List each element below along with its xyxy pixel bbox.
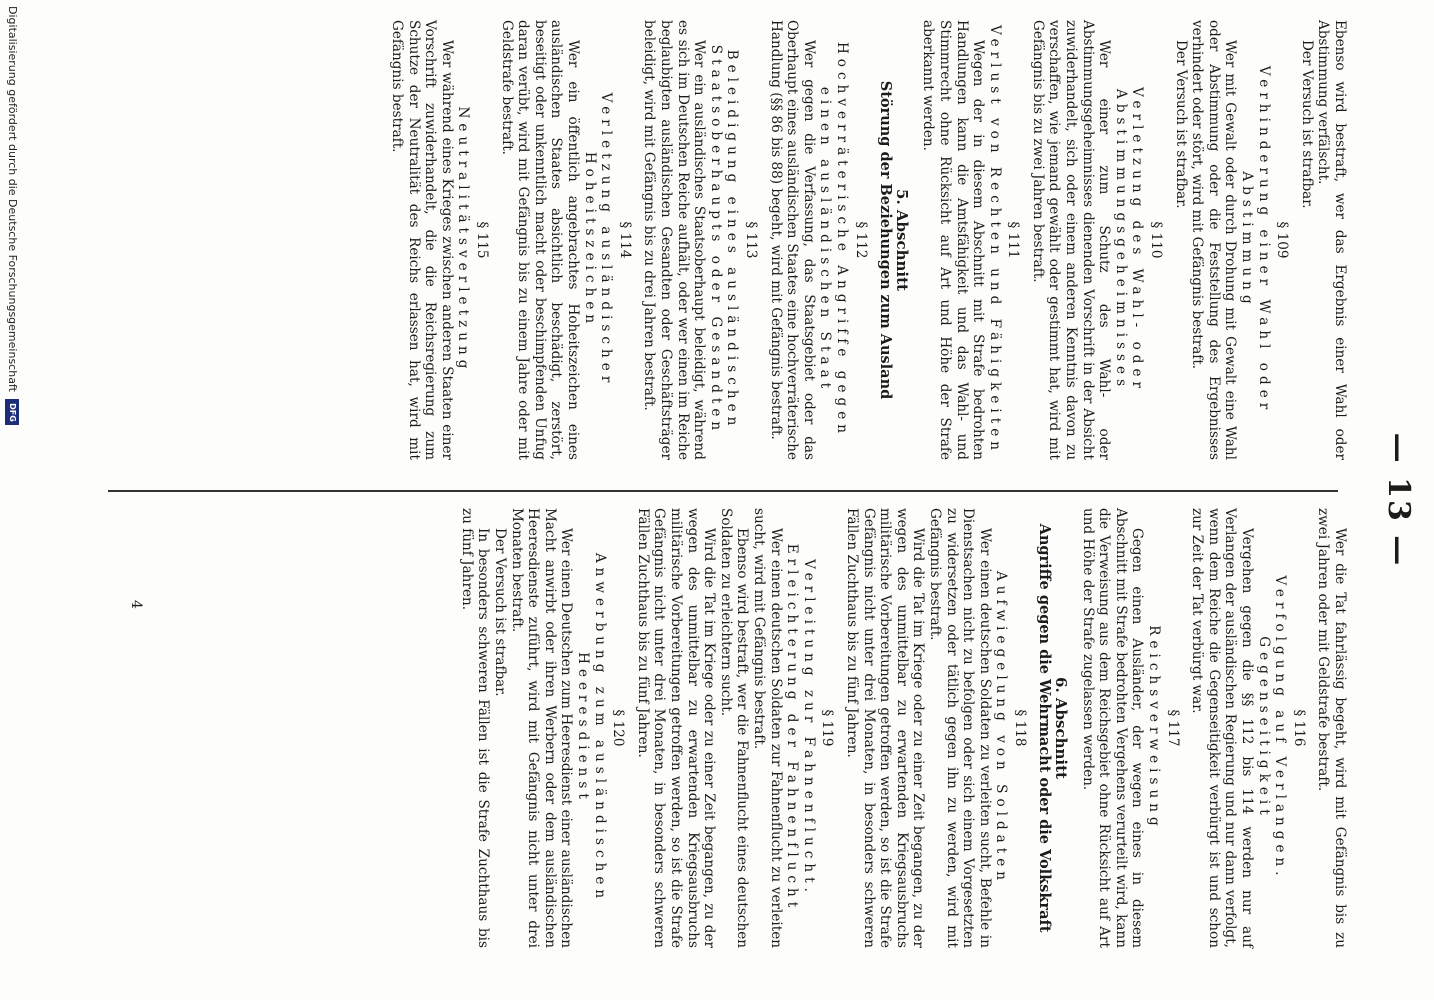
section-number: § 114: [616, 221, 633, 259]
section-title: Hochverräterische Angriffe gegen einen ausländischen Staat: [817, 41, 850, 439]
section-title: Reichsverweisung: [1146, 625, 1163, 831]
section-number: § 116: [1290, 709, 1307, 747]
paragraph: Der Versuch ist strafbar.: [492, 528, 509, 697]
chapter-heading: 5. Abschnitt: [892, 189, 911, 291]
signature-mark: 4: [128, 600, 144, 609]
section-number: § 117: [1164, 709, 1181, 747]
section-number: § 111: [1005, 221, 1022, 259]
section-title: Verhinderung einer Wahl oder Abstimmung: [1239, 65, 1272, 415]
dfg-logo: DFG: [5, 399, 19, 425]
paragraph: Vergehen gegen die §§ 112 bis 114 werden nur auf Verlangen der ausländischen Regierung und nur dann verfolgt, wenn dem Reiche die Gegenseitigkeit verbürgt ist und schon zur Zeit der Tat verbürgt war.: [1189, 508, 1256, 948]
section-title: Verletzung des Wahl- oder Abstimmungsgeheimnisses: [1112, 86, 1146, 394]
paragraph: Der Versuch ist strafbar.: [1172, 40, 1189, 209]
section-number: § 109: [1274, 221, 1291, 259]
paragraph: Der Versuch ist strafbar.: [1298, 40, 1315, 209]
section-title: Verfolgung auf Verlangen. Gegenseitigkeit: [1255, 575, 1289, 881]
paragraph: Wer ein öffentlich angebrachtes Hoheitszeichen eines ausländischen Staates absichtlich beschädigt, zerstört, beseitigt oder unkenntlich macht oder beschimpfenden Unfug daran verübt, wird mit Gefängnis bis zu einem Jahre oder mit Geldstrafe bestraft.: [498, 20, 582, 460]
section-title: Verlust von Rechten und Fähigkeiten: [986, 25, 1003, 455]
chapter-title: Angriffe gegen die Wehrmacht oder die Volkskraft: [1036, 523, 1054, 933]
paragraph: Ebenso wird bestraft, wer die Fahnenflucht eines deutschen Soldaten zu erleichtern sucht.: [717, 508, 751, 948]
section-number: § 115: [474, 221, 491, 259]
paragraph: Wer während eines Krieges zwischen anderen Staaten einer Vorschrift zuwiderhandelt, die die Reichsregierung zum Schutze der Neutralität des Reichs erlassen hat, wird mit Gefängnis bestraft.: [389, 20, 455, 460]
paragraph: Wer ein ausländisches Staatsoberhaupt beleidigt, während es sich im Deutschen Reiche aufhält, oder wer einen im Reiche beglaubigten ausländischen Gesandten oder Geschäftsträger beleidigt, wird mit Gefängnis bis zu drei Jahren bestraft.: [641, 20, 708, 460]
left-column: [389, 20, 1348, 460]
section-title: Anwerbung zum ausländischen Heeresdienst: [575, 552, 608, 904]
page-number: — 13 —: [1381, 432, 1416, 568]
section-number: § 112: [852, 221, 869, 259]
paragraph: Ebenso wird bestraft, wer das Ergebnis einer Wahl oder Abstimmung verfälscht.: [1315, 20, 1348, 460]
chapter-heading: 6. Abschnitt: [1052, 677, 1071, 779]
paragraph: Gegen einen Ausländer, der wegen eines in diesem Abschnitt mit Strafe bedrohten Vergehens verurteilt wird, kann die Verweisung aus dem Reichsgebiet ohne Rücksicht auf Art und Höhe der Strafe zugelassen werden.: [1079, 508, 1146, 948]
paragraph: Wird die Tat im Kriege oder zu einer Zeit begangen, zu der wegen des unmittelbar zu erwartenden Kriegsausbruchs militärische Vorbereitungen getroffen werden, so ist die Strafe Gefängnis nicht unter drei Monaten, in besonders schweren Fällen Zuchthaus bis zu fünf Jahren.: [843, 508, 927, 948]
paragraph: Wer die Tat fahrlässig begeht, wird mit Gefängnis bis zu zwei Jahren oder mit Geldstrafe bestraft.: [1315, 508, 1348, 948]
paragraph: Wer einen deutschen Soldaten zur Fahnenflucht zu verleiten sucht, wird mit Gefängnis bestraft.: [751, 508, 784, 948]
paragraph: Wegen der in diesem Abschnitt mit Strafe bedrohten Handlungen kann die Amtsfähigkeit und das Wahl- und Stimmrecht ohne Rücksicht auf Art und Höhe der Strafe aberkannt werden.: [920, 20, 987, 460]
right-column: [458, 508, 1348, 948]
chapter-title: Störung der Beziehungen zum Ausland: [877, 80, 895, 400]
section-title: Verletzung ausländischer Hoheitszeichen: [581, 92, 615, 388]
section-number: § 120: [610, 709, 627, 747]
section-number: § 118: [1011, 709, 1028, 747]
paragraph: Wird die Tat im Kriege oder zu einer Zeit begangen, zu der wegen des unmittelbar zu erwartenden Kriegsausbruchs militärische Vorbereitungen getroffen werden, so ist die Strafe Gefängnis nicht unter drei Monaten, in besonders schweren Fällen Zuchthaus bis zu fünf Jahren.: [634, 508, 718, 948]
section-title: Beleidigung eines ausländischen Staatsoberhaupts oder Gesandten: [707, 44, 741, 436]
section-number: § 110: [1148, 221, 1165, 259]
paragraph: Wer einen Deutschen zum Heeresdienst einer ausländischen Macht anwirbt oder ihren Werbern oder dem ausländischen Heeresdienste zuführt, wird mit Gefängnis nicht unter drei Monaten bestraft.: [508, 508, 575, 948]
paragraph: Wer mit Gewalt oder durch Drohung mit Gewalt eine Wahl oder Abstimmung oder die Feststellung des Ergebnisses verhindert oder stört, wird mit Gefängnis bestraft.: [1189, 20, 1239, 460]
column-divider: [108, 490, 1338, 492]
digitization-credit: [0, 0, 24, 1006]
section-title: Neutralitätsverletzung: [455, 106, 472, 374]
paragraph: Wer gegen die Verfassung, das Staatsgebiet oder das Oberhaupt eines ausländischen Staates eine hochverräterische Handlung (§§ 86 bis 88) begeht, wird mit Gefängnis bestraft.: [767, 20, 817, 460]
section-number: § 119: [819, 709, 836, 747]
paragraph: In besonders schweren Fällen ist die Strafe Zuchthaus bis zu fünf Jahren.: [458, 508, 492, 948]
section-number: § 113: [743, 221, 759, 259]
section-title: Aufwiegelung von Soldaten: [993, 570, 1010, 886]
paragraph: Wer einen deutschen Soldaten zu verleiten sucht, Befehle in Dienstsachen nicht zu befolgen oder sich einem Vorgesetzten zu widersetzen oder tätlich gegen ihn zu werden, wird mit Gefängnis bestraft.: [926, 508, 993, 948]
paragraph: Wer einer zum Schutz des Wahl- oder Abstimmungsgeheimnisses dienenden Vorschrift in der Absicht zuwiderhandelt, sich oder einem anderen Kenntnis davon zu verschaffen, wie jemand gewählt oder gestimmt hat, wird mit Gefängnis bis zu zwei Jahren bestraft.: [1029, 20, 1113, 460]
section-title: Verleitung zur Fahnenflucht. Erleichterung der Fahnenflucht: [784, 543, 817, 913]
credit-text: Digitalisierung gefördert durch die Deutsche Forschungsgemeinschaft: [6, 6, 19, 392]
